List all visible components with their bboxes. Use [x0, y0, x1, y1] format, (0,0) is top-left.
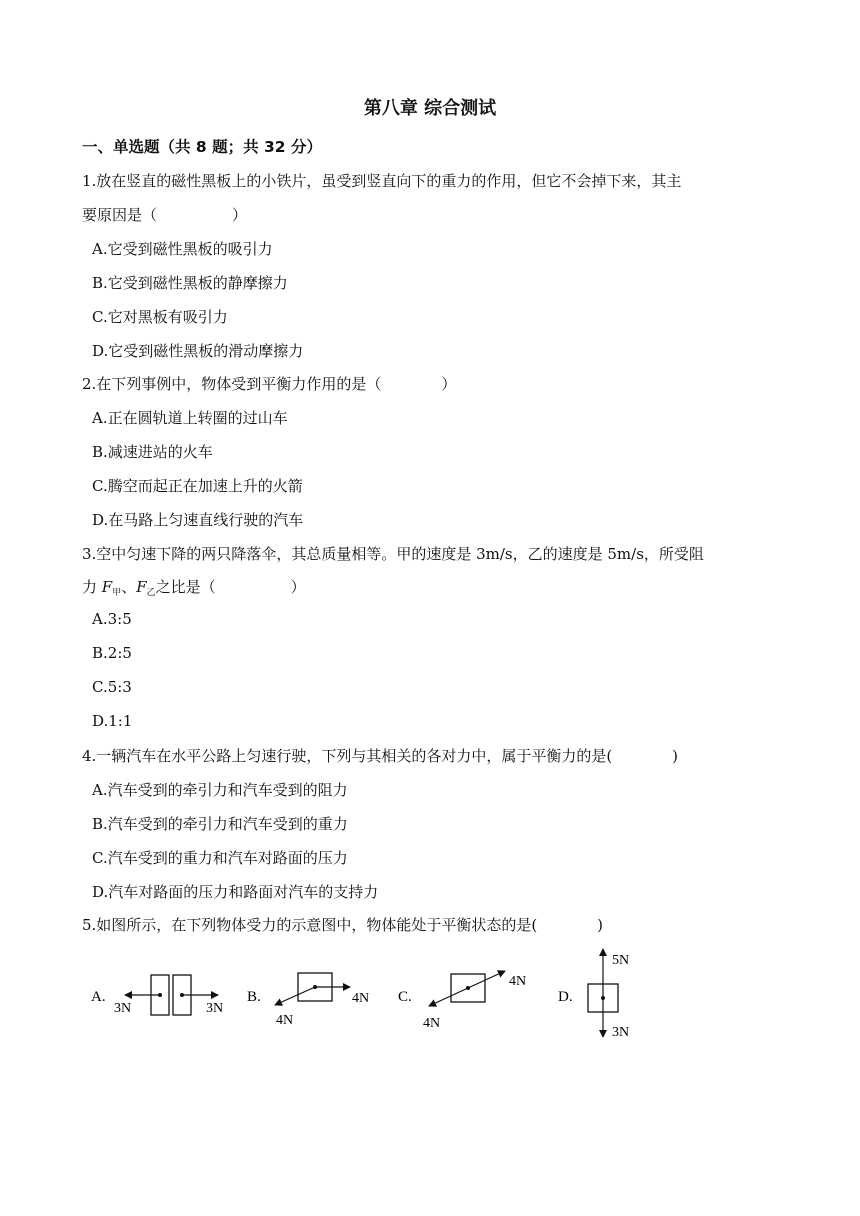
q2-option-b[interactable]: B.减速进站的火车: [92, 443, 213, 461]
force-label-down: 3N: [612, 1025, 630, 1040]
force-label-slanted: 4N: [276, 1013, 294, 1028]
diagram-a[interactable]: [91, 975, 223, 1016]
force-diagrams-figure: [0, 940, 860, 1050]
q4-option-d[interactable]: D.汽车对路面的压力和路面对汽车的支持力: [92, 883, 379, 901]
q3-option-d[interactable]: D.1:1: [92, 712, 133, 730]
question-1-text-cont: 要原因是（ ）: [82, 206, 248, 224]
q3-prefix: 力: [82, 578, 102, 596]
force-arrow-lower: [429, 988, 468, 1006]
diagram-c-label: C.: [398, 989, 412, 1005]
page-title: 第八章 综合测试: [363, 98, 497, 119]
force-subscript-2: 乙: [146, 588, 156, 598]
q1-option-a[interactable]: A.它受到磁性黑板的吸引力: [92, 240, 273, 258]
diagram-b-label: B.: [247, 989, 261, 1005]
q3-suffix: 之比是（ ）: [155, 578, 306, 596]
diagram-d[interactable]: [558, 949, 629, 1040]
force-symbol-2: F: [136, 578, 147, 596]
q2-option-d[interactable]: D.在马路上匀速直线行驶的汽车: [92, 511, 304, 529]
force-label-lower: 4N: [423, 1016, 441, 1031]
q2-option-c[interactable]: C.腾空而起正在加速上升的火箭: [92, 477, 303, 495]
force-label-right: 4N: [352, 991, 370, 1006]
q3-option-c[interactable]: C.5:3: [92, 678, 132, 696]
q3-option-b[interactable]: B.2:5: [92, 644, 132, 662]
q1-option-b[interactable]: B.它受到磁性黑板的静摩擦力: [92, 274, 288, 292]
q2-option-a[interactable]: A.正在圆轨道上转圈的过山车: [92, 409, 288, 427]
question-3-text: 3.空中匀速下降的两只降落伞，其总质量相等。甲的速度是 3m/s，乙的速度是 5m/s，所受阻: [82, 545, 704, 563]
q4-option-a[interactable]: A.汽车受到的牵引力和汽车受到的阻力: [92, 781, 348, 799]
q4-option-c[interactable]: C.汽车受到的重力和汽车对路面的压力: [92, 849, 348, 867]
force-label-up: 5N: [612, 953, 630, 968]
force-arrow-slanted: [275, 987, 315, 1005]
force-label-left: 3N: [114, 1001, 132, 1016]
diagram-a-label: A.: [91, 989, 106, 1005]
q3-separator: 、: [121, 578, 137, 596]
force-label-right: 3N: [206, 1001, 224, 1016]
question-3-text-cont: [82, 576, 306, 598]
q1-option-c[interactable]: C.它对黑板有吸引力: [92, 308, 228, 326]
force-label-upper: 4N: [509, 974, 527, 989]
question-4-text: 4.一辆汽车在水平公路上匀速行驶，下列与其相关的各对力中，属于平衡力的是( ): [82, 747, 679, 765]
diagram-b[interactable]: [247, 973, 369, 1028]
q3-option-a[interactable]: A.3:5: [92, 610, 132, 628]
question-5-text: 5.如图所示，在下列物体受力的示意图中，物体能处于平衡状态的是( ): [82, 916, 604, 934]
question-1-text: 1.放在竖直的磁性黑板上的小铁片，虽受到竖直向下的重力的作用，但它不会掉下来，其主: [82, 172, 682, 190]
diagram-c[interactable]: [398, 971, 526, 1031]
diagram-d-label: D.: [558, 989, 573, 1005]
force-symbol-1: F: [101, 578, 113, 596]
section-heading: 一、单选题（共 8 题；共 32 分）: [82, 138, 322, 156]
force-subscript-1: 甲: [112, 588, 122, 598]
q1-option-d[interactable]: D.它受到磁性黑板的滑动摩擦力: [92, 342, 304, 360]
question-2-text: 2.在下列事例中，物体受到平衡力作用的是（ ）: [82, 375, 457, 393]
q4-option-b[interactable]: B.汽车受到的牵引力和汽车受到的重力: [92, 815, 348, 833]
